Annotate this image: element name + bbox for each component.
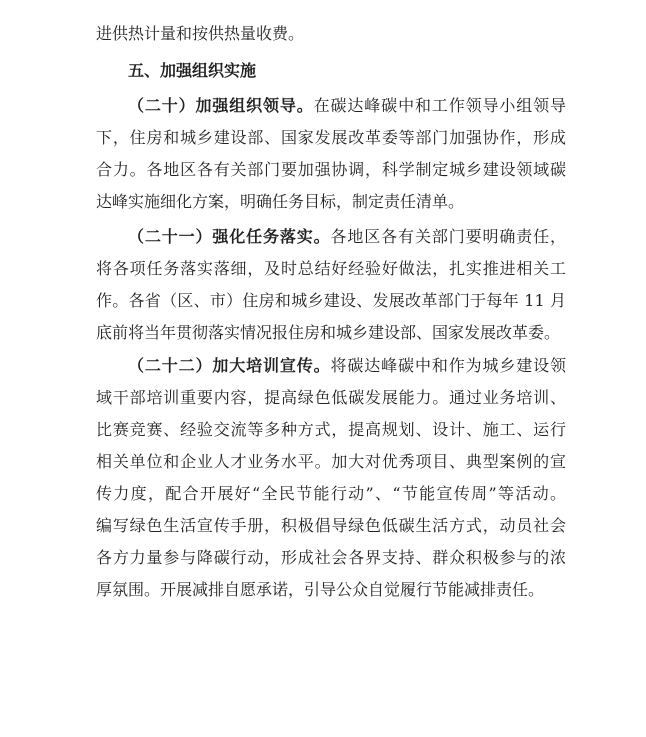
paragraph-3-line-8: 厚氛围。开展减排自愿承诺，引导公众自觉履行节能减排责任。: [96, 580, 545, 599]
paragraph-2-lead: （二十一）强化任务落实。: [128, 227, 331, 246]
paragraph-1-first-line: [128, 96, 566, 116]
paragraph-1-line-2: 下，住房和城乡建设部、国家发展改革委等部门加强协作，形成: [96, 128, 566, 147]
paragraph-3-line-5: 传力度，配合开展好“全民节能行动”、“节能宣传周”等活动。: [96, 484, 566, 503]
paragraph-3-line-6: 编写绿色生活宣传手册，积极倡导绿色低碳生活方式，动员社会: [96, 516, 566, 535]
paragraph-2-line-4: 底前将当年贯彻落实情况报住房和城乡建设部、国家发展改革委。: [96, 323, 561, 342]
paragraph-3-first-line: [128, 356, 566, 376]
section-heading: 五、加强组织实施: [128, 61, 257, 80]
paragraph-2-first-line-text: 各地区各有关部门要明确责任，: [330, 227, 566, 246]
paragraph-1-lead: （二十）加强组织领导。: [128, 96, 314, 115]
paragraph-3-lead: （二十二）加大培训宣传。: [128, 356, 331, 375]
opening-line: 进供热计量和按供热量收费。: [96, 24, 305, 43]
paragraph-3-first-line-text: 将碳达峰碳中和作为城乡建设领: [330, 356, 566, 375]
paragraph-1-first-line-text: 在碳达峰碳中和工作领导小组领导: [313, 96, 566, 115]
paragraph-3-line-3: 比赛竞赛、经验交流等多种方式，提高规划、设计、施工、运行: [96, 420, 566, 439]
paragraph-1-line-4: 达峰实施细化方案，明确任务目标，制定责任清单。: [96, 192, 465, 211]
paragraph-1-line-3: 合力。各地区各有关部门要加强协调，科学制定城乡建设领域碳: [96, 160, 566, 179]
paragraph-2-line-3: 作。各省（区、市）住房和城乡建设、发展改革部门于每年 11 月: [96, 291, 566, 310]
paragraph-2-line-2: 将各项任务落实落细，及时总结好经验好做法，扎实推进相关工: [96, 259, 566, 278]
paragraph-3-line-4: 相关单位和企业人才业务水平。加大对优秀项目、典型案例的宣: [96, 452, 566, 471]
paragraph-3-line-2: 域干部培训重要内容，提高绿色低碳发展能力。通过业务培训、: [96, 388, 566, 407]
paragraph-2-first-line: [128, 227, 566, 247]
paragraph-3-line-7: 各方力量参与降碳行动，形成社会各界支持、群众积极参与的浓: [96, 548, 566, 567]
